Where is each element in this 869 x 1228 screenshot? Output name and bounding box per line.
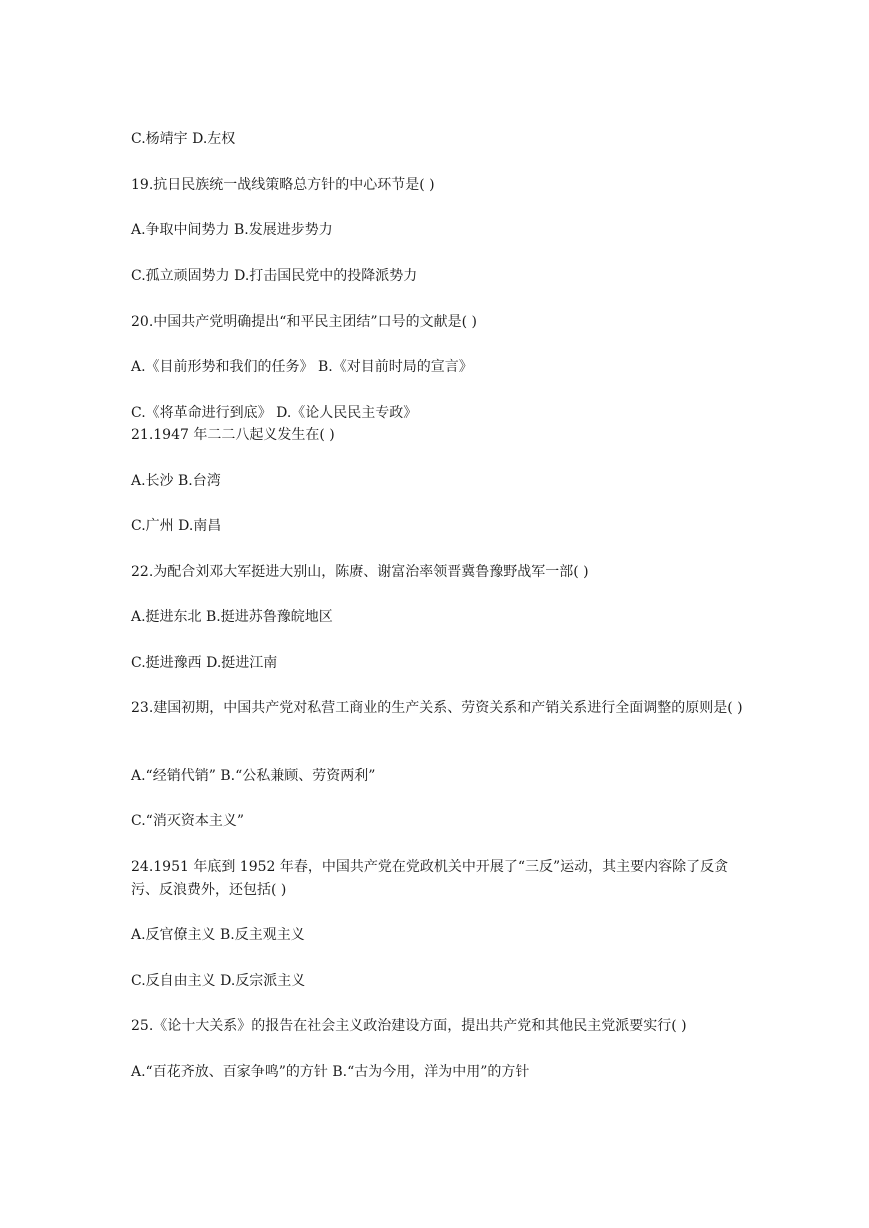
option-line-21-cd: C.广州 D.南昌: [131, 518, 222, 534]
option-line-21-ab: A.长沙 B.台湾: [131, 473, 221, 489]
question-19: 19.抗日民族统一战线策略总方针的中心环节是( ): [131, 177, 435, 193]
question-21: 21.1947 年二二八起义发生在( ): [131, 427, 335, 443]
option-line-19-ab: A.争取中间势力 B.发展进步势力: [131, 222, 333, 238]
option-line-22-ab: A.挺进东北 B.挺进苏鲁豫皖地区: [131, 609, 333, 625]
option-line-22-cd: C.挺进豫西 D.挺进江南: [131, 655, 278, 671]
option-line-19-cd: C.孤立顽固势力 D.打击国民党中的投降派势力: [131, 268, 418, 284]
option-line-23-c: C.“消灭资本主义”: [131, 813, 244, 829]
option-line-25-ab: A.“百花齐放、百家争鸣”的方针 B.“古为今用，洋为中用”的方针: [131, 1064, 530, 1080]
question-24: 24.1951 年底到 1952 年春，中国共产党在党政机关中开展了“三反”运动，其主要内容除了反贪污、反浪费外，还包括( ): [131, 859, 729, 898]
question-22: 22.为配合刘邓大军挺进大别山，陈赓、谢富治率领晋冀鲁豫野战军一部( ): [131, 564, 589, 580]
option-line-20-cd: C.《将革命进行到底》 D.《论人民民主专政》: [131, 405, 418, 421]
option-line-18-cd: C.杨靖宇 D.左权: [131, 131, 236, 147]
option-line-24-cd: C.反自由主义 D.反宗派主义: [131, 973, 306, 989]
option-line-24-ab: A.反官僚主义 B.反主观主义: [131, 927, 305, 943]
question-23: 23.建国初期，中国共产党对私营工商业的生产关系、劳资关系和产销关系进行全面调整的原则是( ): [131, 700, 743, 716]
option-line-20-ab: A.《目前形势和我们的任务》 B.《对目前时局的宣言》: [131, 359, 473, 375]
option-line-23-ab: A.“经销代销” B.“公私兼顾、劳资两利”: [131, 768, 376, 784]
question-25: 25.《论十大关系》的报告在社会主义政治建设方面，提出共产党和其他民主党派要实行( ): [131, 1018, 687, 1034]
question-20: 20.中国共产党明确提出“和平民主团结”口号的文献是( ): [131, 314, 477, 330]
